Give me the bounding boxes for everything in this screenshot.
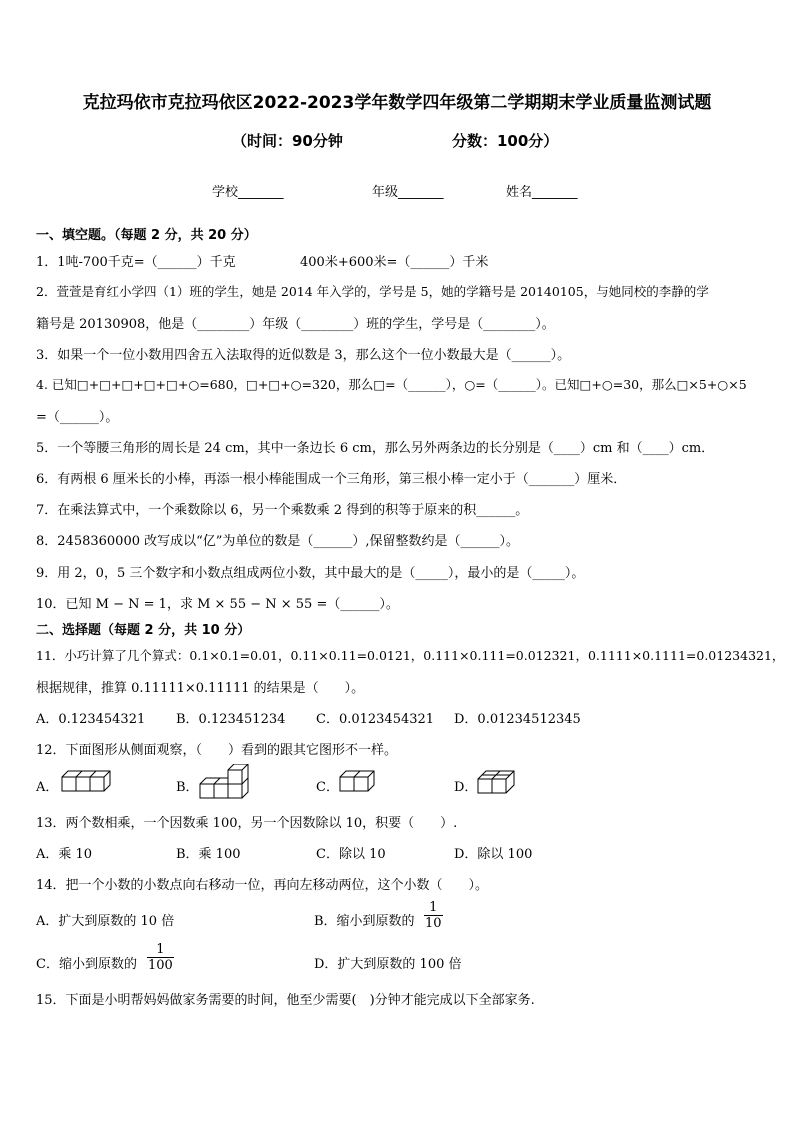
question-14: 14．把一个小数的小数点向右移动一位，再向左移动两位，这个小数（ ）。 bbox=[36, 878, 489, 893]
q13-option-c: C．除以 10 bbox=[316, 847, 386, 862]
q12-option-c: C． bbox=[316, 780, 339, 795]
q12-option-d: D． bbox=[454, 780, 478, 795]
cube-figure-c bbox=[338, 769, 378, 795]
q14-option-c: C．缩小到原数的 bbox=[36, 957, 137, 972]
question-11-line1: 11．小巧计算了几个算式：0.1×0.1=0.01，0.11×0.11=0.0121，0.111×0.111=0.012321，0.1111×0.1111=0.01234321， bbox=[36, 648, 785, 663]
q13-option-a: A．乘 10 bbox=[36, 847, 93, 862]
question-4-line2: =（______）。 bbox=[36, 410, 119, 425]
q11-option-d: D．0.01234512345 bbox=[454, 712, 581, 727]
exam-title: 克拉玛依市克拉玛依区2022-2023学年数学四年级第二学期期末学业质量监测试题 bbox=[82, 93, 712, 113]
question-12: 12．下面图形从侧面观察，（ ）看到的跟其它图形不一样。 bbox=[36, 743, 398, 758]
q14-option-d: D．扩大到原数的 100 倍 bbox=[314, 957, 462, 972]
q14-option-b: B．缩小到原数的 bbox=[314, 914, 415, 929]
question-5: 5．一个等腰三角形的周长是 24 cm，其中一条边长 6 cm，那么另外两条边的长分别是（____）cm 和（____）cm． bbox=[36, 441, 715, 456]
q11-option-c: C．0.0123454321 bbox=[316, 712, 435, 727]
fraction-numerator: 1 bbox=[424, 900, 443, 916]
fraction-denominator: 100 bbox=[148, 958, 173, 973]
q13-option-d: D．除以 100 bbox=[454, 847, 533, 862]
question-7: 7．在乘法算式中，一个乘数除以 6，另一个乘数乘 2 得到的积等于原来的积______。 bbox=[36, 503, 529, 518]
grade-field: 年级_______ bbox=[372, 185, 444, 200]
school-field: 学校_______ bbox=[212, 185, 284, 200]
q11-option-b: B．0.123451234 bbox=[176, 712, 286, 727]
q14-fraction-one-tenth bbox=[424, 900, 443, 931]
section-heading-choice: 二、选择题（每题 2 分，共 10 分） bbox=[36, 623, 251, 638]
question-1b: 400米+600米=（______）千米 bbox=[300, 255, 489, 270]
question-2-line1: 2．萱萱是育红小学四（1）班的学生，她是 2014 年入学的，学号是 5，她的学籍号是 20140105，与她同校的李静的学 bbox=[36, 284, 709, 299]
fraction-numerator: 1 bbox=[147, 942, 174, 958]
exam-score: 分数：100分） bbox=[452, 132, 559, 150]
q14-option-a: A．扩大到原数的 10 倍 bbox=[36, 914, 175, 929]
q13-option-b: B．乘 100 bbox=[176, 847, 241, 862]
question-2-line2: 籍号是 20130908，他是（________）年级（________）班的学生，学号是（________）。 bbox=[36, 317, 555, 332]
question-3: 3．如果一个一位小数用四舍五入法取得的近似数是 3，那么这个一位小数最大是（______）。 bbox=[36, 348, 571, 363]
question-9: 9．用 2，0，5 三个数字和小数点组成两位小数，其中最大的是（_____），最小的是（_____）。 bbox=[36, 566, 585, 581]
question-10: 10．已知 M − N = 1，求 M × 55 − N × 55 =（______）。 bbox=[36, 597, 399, 612]
cube-figure-d bbox=[476, 769, 520, 795]
question-1a: 1．1吨-700千克=（______）千克 bbox=[36, 255, 236, 270]
question-8: 8．2458360000 改写成以“亿”为单位的数是（______）,保留整数约是（______）。 bbox=[36, 534, 520, 549]
q11-option-a: A．0.123454321 bbox=[36, 712, 146, 727]
cube-figure-a bbox=[60, 769, 112, 795]
section-heading-fill-in: 一、填空题。（每题 2 分，共 20 分） bbox=[36, 228, 257, 243]
name-field: 姓名_______ bbox=[506, 185, 578, 200]
question-11-line2: 根据规律，推算 0.11111×0.11111 的结果是（ ）。 bbox=[36, 681, 365, 696]
q14-fraction-one-hundredth bbox=[147, 942, 174, 973]
fraction-denominator: 10 bbox=[425, 916, 442, 931]
q12-option-b: B． bbox=[176, 780, 199, 795]
question-13: 13．两个数相乘，一个因数乘 100，另一个因数除以 10，积要（ ）. bbox=[36, 816, 458, 831]
question-15: 15．下面是小明帮妈妈做家务需要的时间，他至少需要( )分钟才能完成以下全部家务. bbox=[36, 993, 535, 1008]
q12-option-a: A． bbox=[36, 780, 59, 795]
cube-figure-b bbox=[198, 764, 250, 800]
exam-time: （时间：90分钟 bbox=[232, 132, 343, 150]
question-4-line1: 4. 已知□+□+□+□+□+○=680，□+□+○=320，那么□=（______），○=（______）。已知□+○=30，那么□×5+○×5 bbox=[36, 377, 747, 392]
question-6: 6．有两根 6 厘米长的小棒，再添一根小棒能围成一个三角形，第三根小棒一定小于（_______）厘米． bbox=[36, 472, 627, 487]
